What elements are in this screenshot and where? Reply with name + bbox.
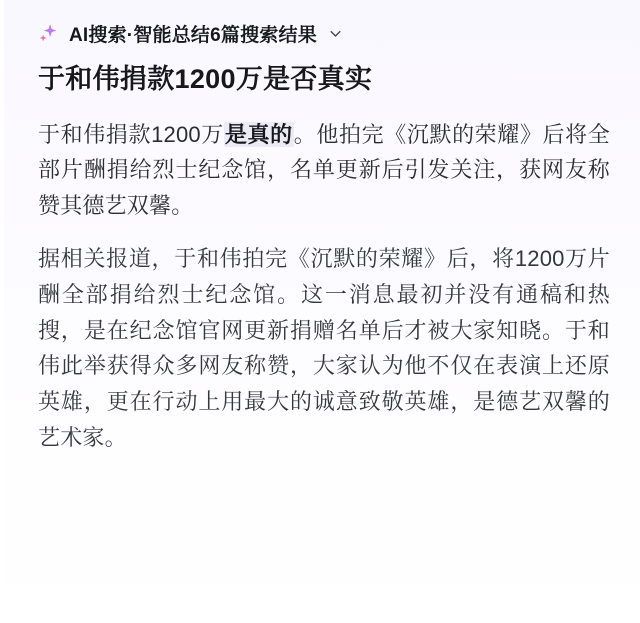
summary-paragraph-1-pre: 于和伟捐款1200万 <box>38 121 224 147</box>
page-left-edge <box>0 0 4 623</box>
chevron-down-icon[interactable] <box>328 26 343 41</box>
summary-paragraph-2: 据相关报道，于和伟拍完《沉默的荣耀》后，将1200万片酬全部捐给烈士纪念馆。这一消息最初并没有通稿和热搜，是在纪念馆官网更新捐赠名单后才被大家知晓。于和伟此举获得众多网友称赞，大家认为他不仅在表演上还原英雄，更在行动上用最大的诚意致敬英雄，是德艺双馨的艺术家。 <box>38 246 610 450</box>
summary-paragraph-1 <box>38 117 610 224</box>
summary-paragraph-1-post: 。他拍完《沉默的荣耀》后将全部片酬捐给烈士纪念馆，名单更新后引发关注，获网友称赞其德艺双馨。 <box>38 121 610 218</box>
ai-search-label: AI搜索·智能总结6篇搜索结果 <box>69 24 317 46</box>
page-title: 于和伟捐款1200万是否真实 <box>38 64 373 94</box>
sparkle-icon <box>38 22 60 44</box>
ai-search-header[interactable] <box>38 18 610 48</box>
summary-highlight: 是真的 <box>224 121 293 147</box>
